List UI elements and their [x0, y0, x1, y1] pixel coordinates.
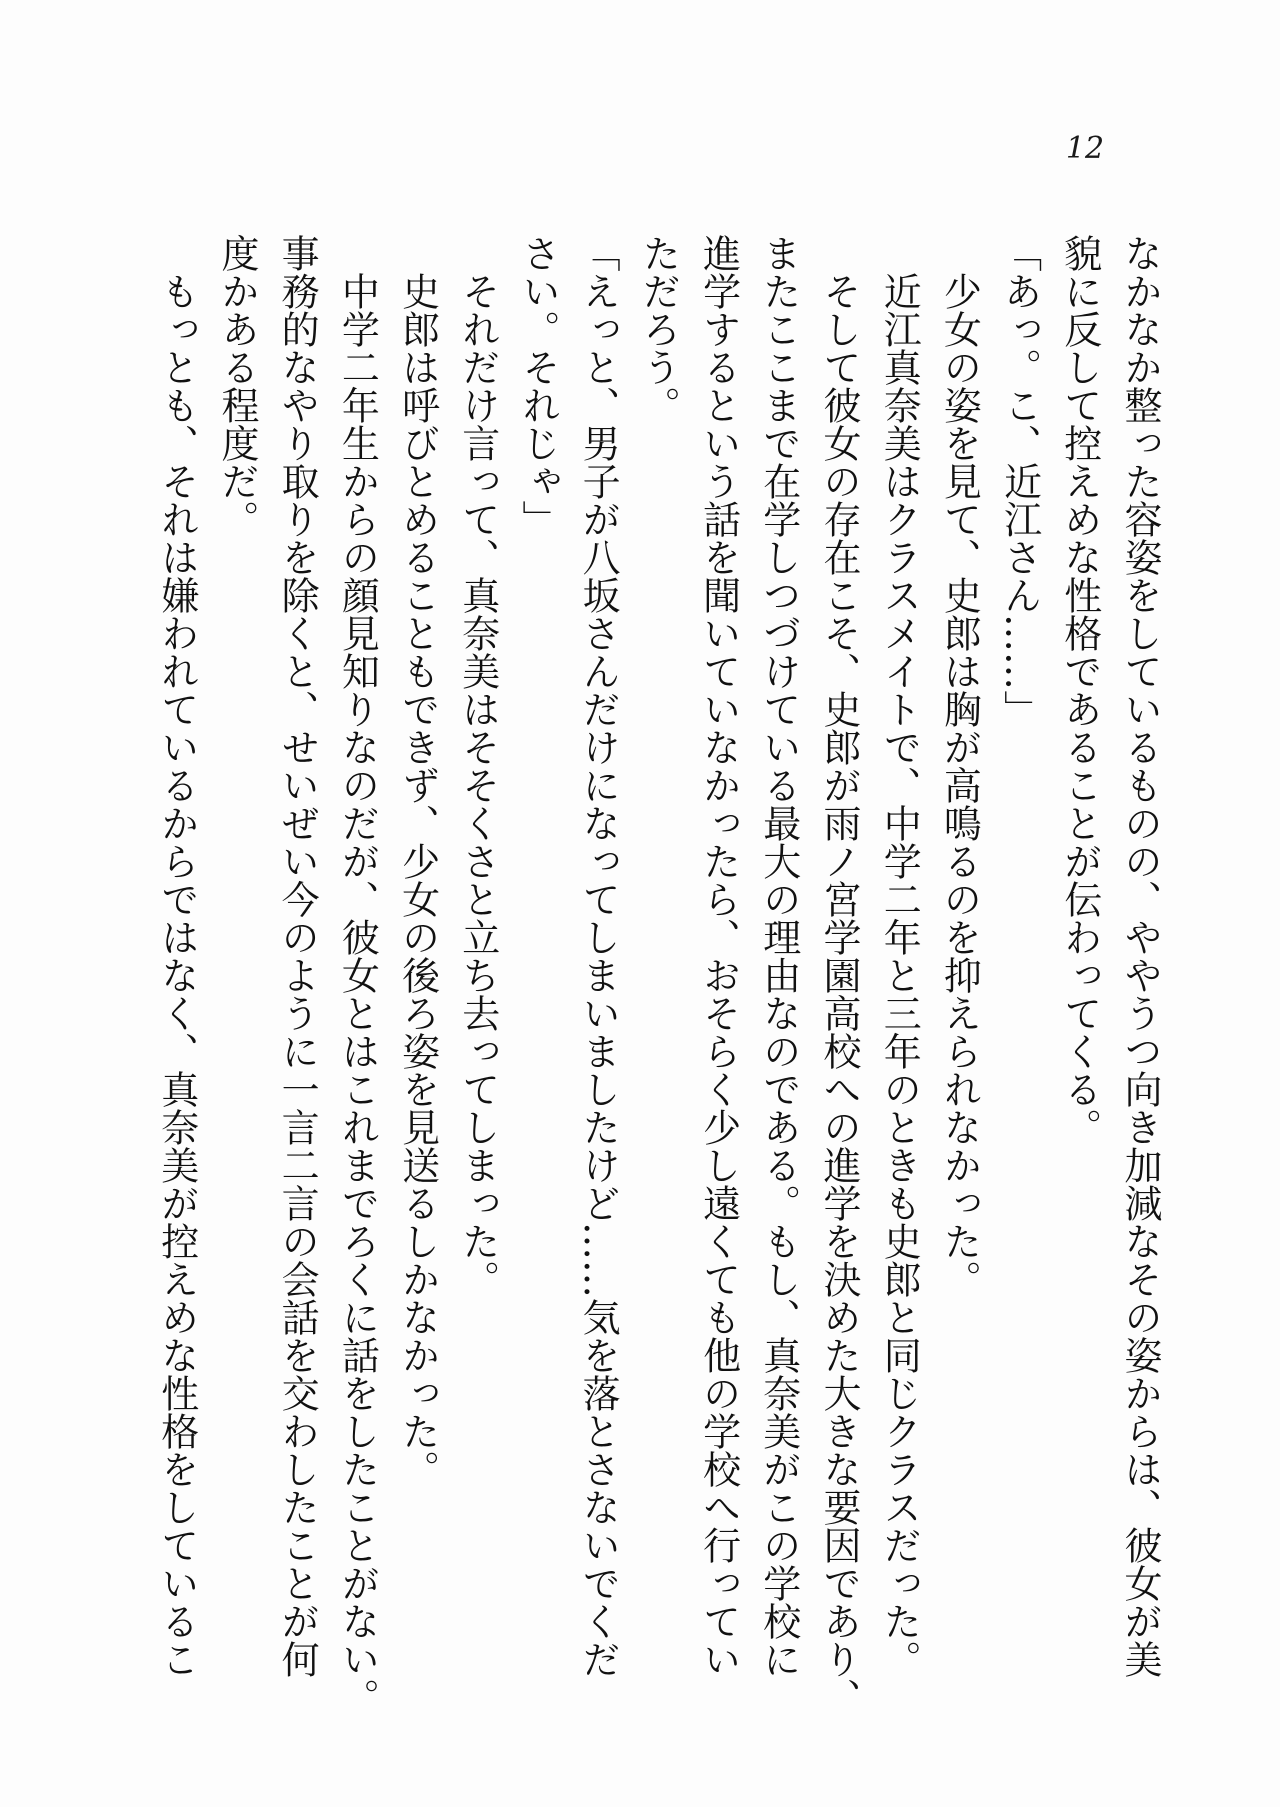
text-line: 史郎は呼びとめることもできず、少女の後ろ姿を見送るしかなかった。 — [395, 272, 440, 1488]
text-line: そして彼女の存在こそ、史郎が雨ノ宮学園高校への進学を決めた大きな要因であり、 — [816, 272, 861, 1716]
text-line: さい。それじゃ」 — [515, 234, 560, 538]
text-line: 進学するという話を聞いていなかったら、おそらく少し遠くても他の学校へ行ってい — [696, 234, 741, 1678]
text-line: 貌に反して控えめな性格であることが伝わってくる。 — [1057, 234, 1102, 1146]
text-line: 事務的なやり取りを除くと、せいぜい今のように一言二言の会話を交わしたことが何 — [275, 234, 320, 1678]
text-line: 度かある程度だ。 — [214, 234, 259, 538]
text-line: それだけ言って、真奈美はそそくさと立ち去ってしまった。 — [455, 272, 500, 1298]
text-line: なかなか整った容姿をしているものの、ややうつ向き加減なその姿からは、彼女が美 — [1118, 234, 1162, 1678]
text-line: 「えっと、男子が八坂さんだけになってしまいましたけど……気を落とさないでくだ — [576, 234, 621, 1678]
text-line: もっとも、それは嫌われているからではなく、真奈美が控えめな性格をしているこ — [154, 272, 199, 1678]
text-line: ただろう。 — [636, 234, 681, 424]
text-line: 「あっ。こ、近江さん……」 — [997, 234, 1042, 728]
text-line: 中学二年生からの顔見知りなのだが、彼女とはこれまでろくに話をしたことがない。 — [335, 272, 380, 1716]
text-line: 近江真奈美はクラスメイトで、中学二年と三年のときも史郎と同じクラスだった。 — [877, 272, 922, 1678]
text-line: またここまで在学しつづけている最大の理由なのである。もし、真奈美がこの学校に — [756, 234, 801, 1678]
body-text — [154, 234, 1170, 1716]
text-line: 少女の姿を見て、史郎は胸が高鳴るのを抑えられなかった。 — [937, 272, 982, 1298]
page-number: 12 — [1065, 131, 1105, 166]
